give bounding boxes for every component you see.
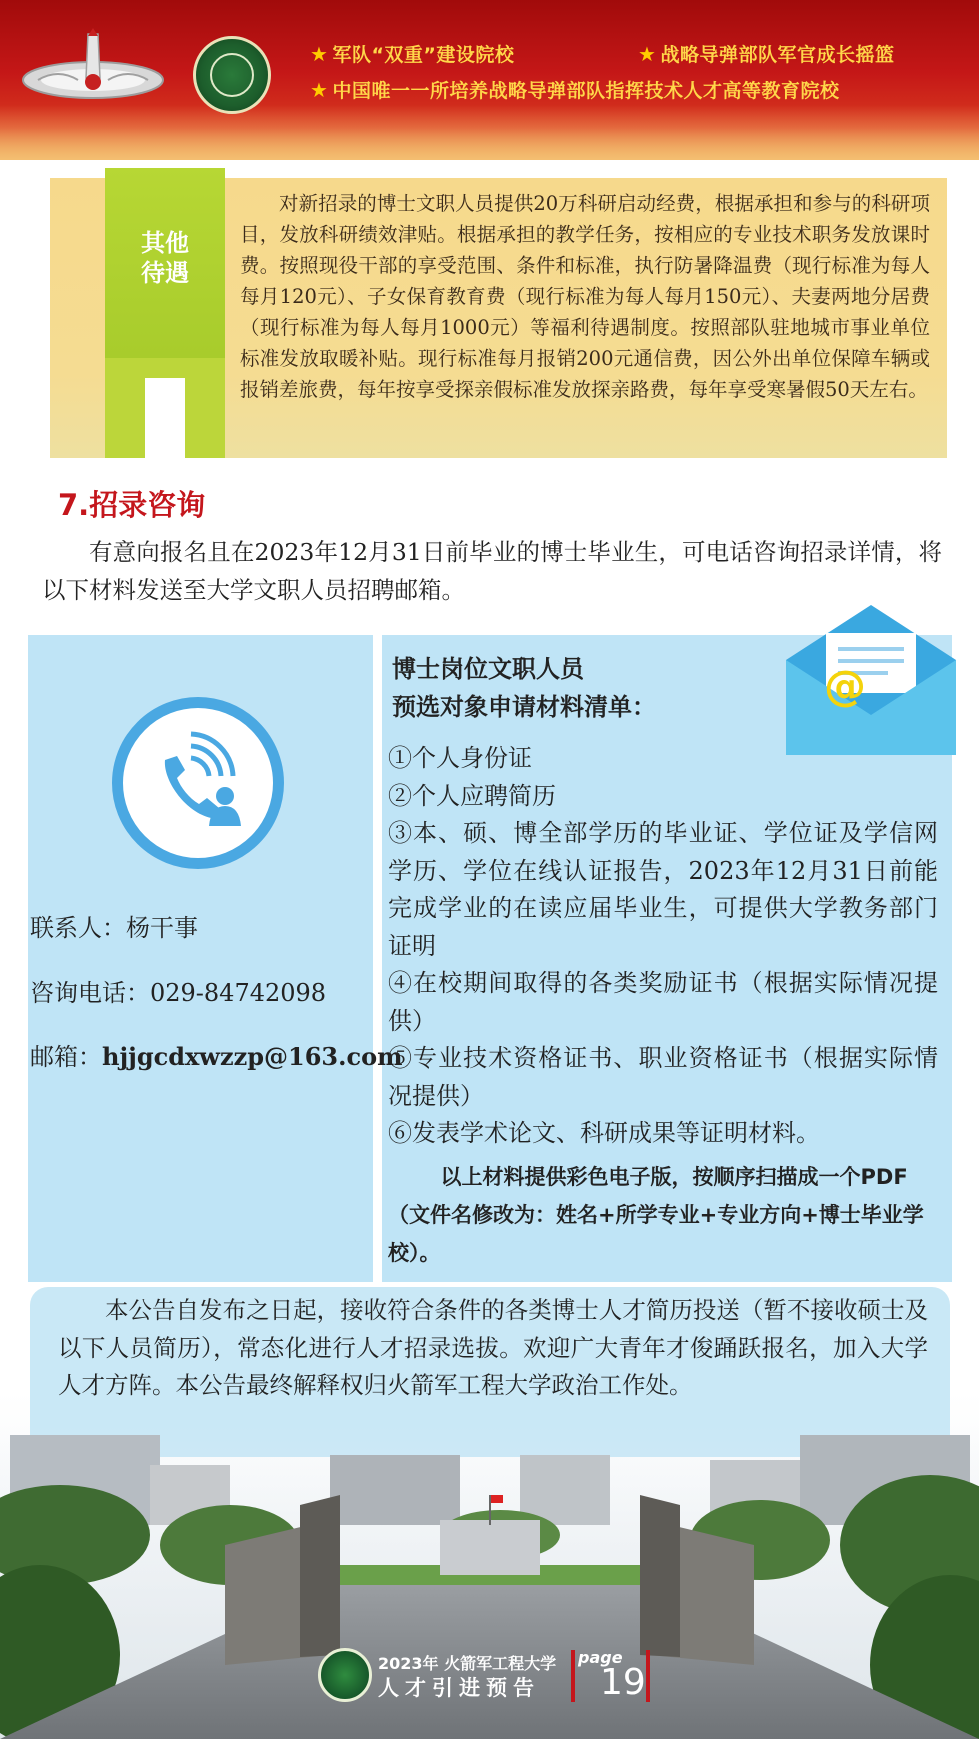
- contact-email: 邮箱：hjjgcdxwzzp@163.com: [30, 1042, 403, 1071]
- materials-heading: 博士岗位文职人员 预选对象申请材料清单：: [392, 654, 656, 721]
- section-title: 7.招录咨询: [58, 488, 206, 522]
- footer-year-line: 2023年 火箭军工程大学: [378, 1654, 557, 1673]
- star-icon: ★: [638, 42, 657, 66]
- list-item: ⑤专业技术资格证书、职业资格证书（根据实际情况提供）: [388, 1044, 938, 1110]
- page-number: 19: [600, 1662, 646, 1703]
- list-item: ④在校期间取得的各类奖励证书（根据实际情况提供）: [388, 969, 938, 1035]
- list-item: ①个人身份证: [388, 744, 532, 772]
- university-seal-icon: [193, 36, 271, 114]
- email-envelope-icon: [786, 605, 956, 755]
- footer-title: 人才引进预告: [378, 1676, 540, 1700]
- rocket-force-emblem-icon: [18, 28, 168, 108]
- materials-note: 以上材料提供彩色电子版，按顺序扫描成一个PDF（文件名修改为：姓名+所学专业+专业方向+博士毕业学校）。: [388, 1165, 924, 1265]
- footer-divider: [571, 1650, 575, 1702]
- list-item: ③本、硕、博全部学历的毕业证、学位证及学信网学历、学位在线认证报告，2023年12月31日前能完成学业的在读应届毕业生，可提供大学教务部门证明: [388, 819, 938, 960]
- list-item: ②个人应聘简历: [388, 781, 556, 810]
- materials-list: [388, 740, 938, 1153]
- star-icon: ★: [310, 78, 329, 102]
- footer-university-seal-icon: [318, 1648, 372, 1702]
- contact-person: 联系人：杨干事: [30, 914, 198, 942]
- benefits-tag-ribbon: [105, 358, 225, 458]
- notice-text: 本公告自发布之日起，接收符合条件的各类博士人才简历投送（暂不接收硕士及以下人员简历），常态化进行人才招录选拔。欢迎广大青年才俊踊跃报名，加入大学人才方阵。本公告最终解释权归火箭军工程大学政治工作处。: [58, 1296, 928, 1399]
- header-glow: [0, 105, 979, 160]
- slogan-double-key: ★ 军队“双重”建设院校: [310, 42, 515, 66]
- slogan-cradle: ★ 战略导弹部队军官成长摇篮: [638, 42, 895, 66]
- slogan-unique: ★ 中国唯一一所培养战略导弹部队指挥技术人才高等教育院校: [310, 78, 840, 102]
- phone-contact-icon: [112, 697, 284, 869]
- email-address[interactable]: hjjgcdxwzzp@163.com: [102, 1042, 403, 1071]
- section-intro: 有意向报名且在2023年12月31日前毕业的博士毕业生，可电话咨询招录详情，将以下材料发送至大学文职人员招聘邮箱。: [42, 538, 942, 604]
- page-label: page: [578, 1648, 623, 1667]
- footer-divider: [646, 1650, 650, 1702]
- svg-text:@: @: [824, 661, 866, 710]
- benefits-text: 对新招录的博士文职人员提供20万科研启动经费，根据承担和参与的科研项目，发放科研绩效津贴。根据承担的教学任务，按相应的专业技术职务发放课时费。按照现役干部的享受范围、条件和标准，执行防暑降温费（现行标准为每人每月120元）、子女保育教育费（现行标准为每人每月150元）、夫妻两地分居费（现行标准为每人每月1000元）等福利待遇制度。按照部队驻地城市事业单位标准发放取暖补贴。现行标准每月报销200元通信费，因公外出单位保障车辆或报销差旅费，每年按享受探亲假标准发放探亲路费，每年享受寒暑假50天左右。: [240, 192, 930, 401]
- star-icon: ★: [310, 42, 329, 66]
- contact-phone: 咨询电话：029-84742098: [30, 979, 327, 1007]
- list-item: ⑥发表学术论文、科研成果等证明材料。: [388, 1119, 820, 1147]
- benefits-tag-label: 其他 待遇: [141, 229, 189, 287]
